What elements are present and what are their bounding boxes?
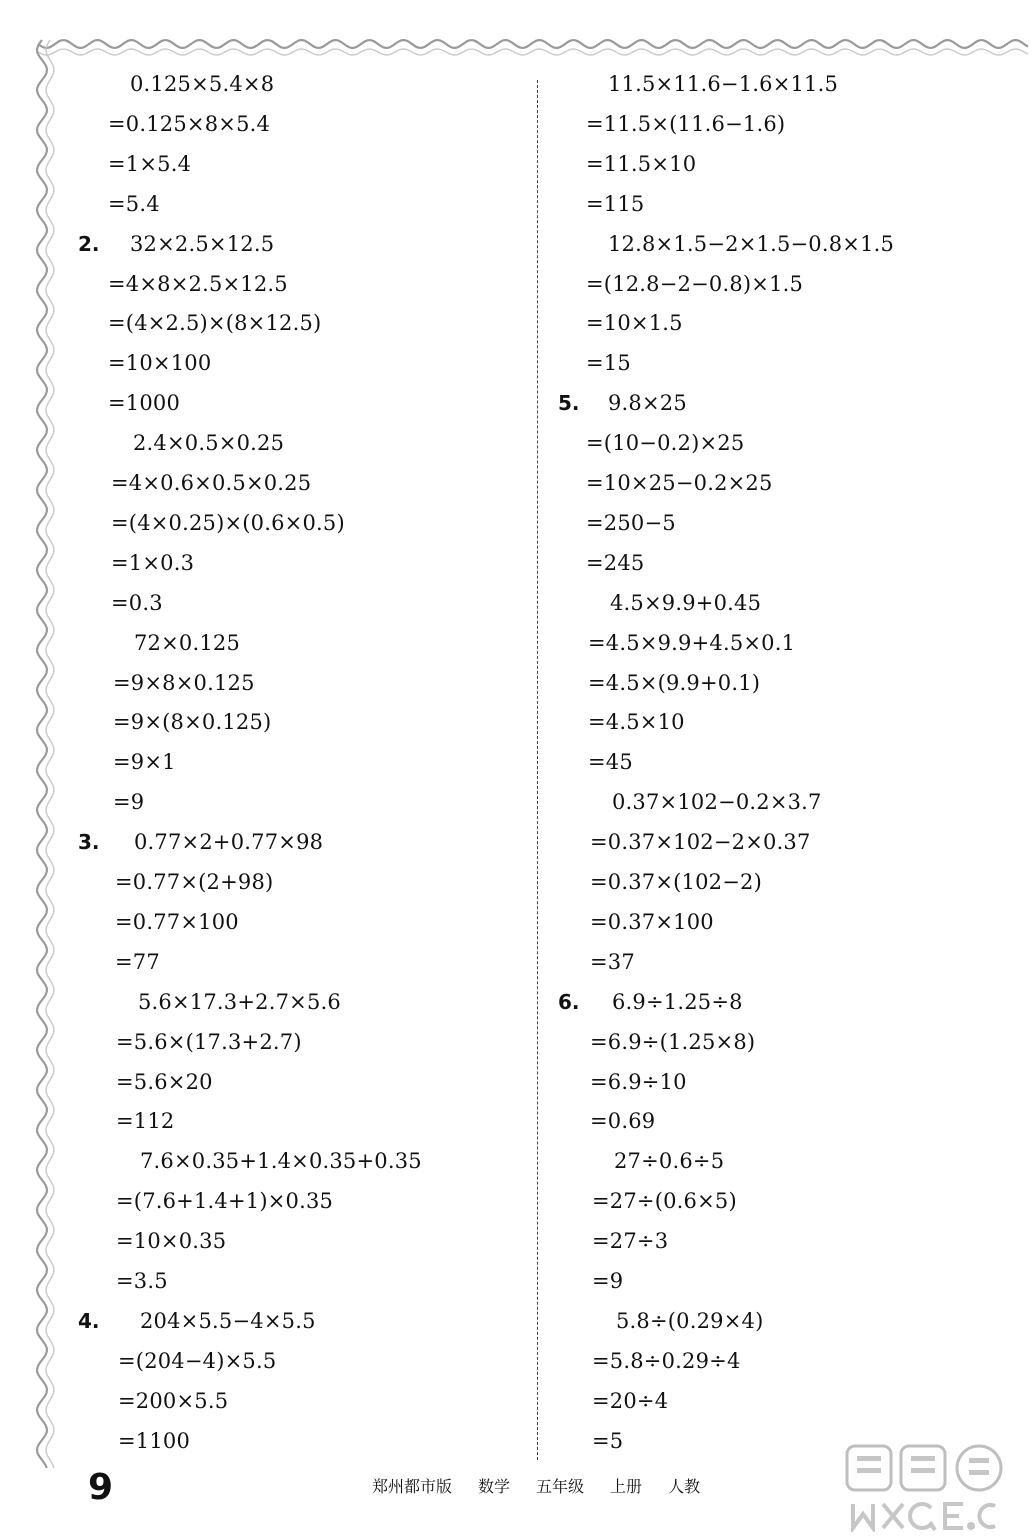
column-divider: [537, 80, 538, 1460]
calculation-step: =5: [592, 1429, 624, 1453]
problem-number: 3.: [78, 830, 100, 854]
calculation-step: =45: [588, 750, 633, 774]
calculation-step: =1000: [108, 391, 181, 415]
calculation-step: =27÷(0.6×5): [592, 1189, 737, 1213]
calculation-step: =4×0.6×0.5×0.25: [111, 471, 312, 495]
expression-line: 4.5×9.9+0.45: [610, 591, 762, 615]
expression-line: 5.8÷(0.29×4): [616, 1309, 764, 1333]
page-number: 9: [88, 1467, 114, 1508]
expression-line: 0.125×5.4×8: [130, 72, 275, 96]
expression-line: 0.77×2+0.77×98: [134, 830, 324, 854]
calculation-step: =20÷4: [592, 1389, 669, 1413]
calculation-step: =200×5.5: [118, 1389, 229, 1413]
calculation-step: =1×5.4: [108, 152, 192, 176]
calculation-step: =5.6×(17.3+2.7): [116, 1030, 302, 1054]
calculation-step: =9×8×0.125: [113, 671, 255, 695]
footer-subject: 数学: [478, 1477, 511, 1496]
calculation-step: =(10−0.2)×25: [586, 431, 745, 455]
calculation-step: =0.37×(102−2): [590, 870, 762, 894]
calculation-step: =10×100: [108, 351, 212, 375]
calculation-step: =(12.8−2−0.8)×1.5: [586, 272, 804, 296]
calculation-step: =27÷3: [592, 1229, 669, 1253]
watermark-logo: [839, 1440, 1029, 1532]
calculation-step: =(4×2.5)×(8×12.5): [108, 311, 322, 335]
calculation-step: =0.77×(2+98): [115, 870, 274, 894]
problem-number: 4.: [78, 1309, 100, 1333]
problem-number: 6.: [558, 990, 580, 1014]
footer-edition: 郑州都市版: [372, 1477, 453, 1496]
calculation-step: =4.5×10: [588, 710, 685, 734]
calculation-step: =4.5×(9.9+0.1): [588, 671, 761, 695]
footer-book-info: [372, 1477, 700, 1497]
calculation-step: =112: [116, 1109, 175, 1133]
calculation-step: =0.77×100: [115, 910, 239, 934]
expression-line: 2.4×0.5×0.25: [133, 431, 285, 455]
calculation-step: =10×1.5: [586, 311, 683, 335]
calculation-step: =5.8÷0.29÷4: [592, 1349, 741, 1373]
calculation-step: =9: [113, 790, 145, 814]
calculation-step: =4.5×9.9+4.5×0.1: [588, 631, 796, 655]
footer-grade: 五年级: [536, 1477, 585, 1496]
calculation-step: =5.6×20: [116, 1070, 213, 1094]
calculation-step: =1×0.3: [111, 551, 195, 575]
calculation-step: =0.3: [111, 591, 163, 615]
calculation-step: =11.5×10: [586, 152, 697, 176]
calculation-step: =10×0.35: [116, 1229, 227, 1253]
calculation-step: =9: [592, 1269, 624, 1293]
footer-volume: 上册: [610, 1477, 643, 1496]
expression-line: 72×0.125: [134, 631, 241, 655]
calculation-step: =11.5×(11.6−1.6): [586, 112, 786, 136]
calculation-step: =10×25−0.2×25: [586, 471, 773, 495]
expression-line: 32×2.5×12.5: [130, 232, 275, 256]
expression-line: 9.8×25: [608, 391, 687, 415]
problem-number: 5.: [558, 391, 580, 415]
expression-line: 7.6×0.35+1.4×0.35+0.35: [140, 1149, 422, 1173]
calculation-step: =115: [586, 192, 645, 216]
calculation-step: =250−5: [586, 511, 676, 535]
expression-line: 11.5×11.6−1.6×11.5: [608, 72, 839, 96]
calculation-step: =15: [586, 351, 631, 375]
calculation-step: =4×8×2.5×12.5: [108, 272, 288, 296]
expression-line: 6.9÷1.25÷8: [612, 990, 743, 1014]
expression-line: 5.6×17.3+2.7×5.6: [138, 990, 341, 1014]
calculation-step: =0.37×100: [590, 910, 714, 934]
calculation-step: =(7.6+1.4+1)×0.35: [116, 1189, 334, 1213]
calculation-step: =245: [586, 551, 645, 575]
expression-line: 27÷0.6÷5: [614, 1149, 725, 1173]
calculation-step: =0.69: [590, 1109, 656, 1133]
calculation-step: =37: [590, 950, 635, 974]
calculation-step: =9×1: [113, 750, 176, 774]
footer-publisher: 人教: [668, 1477, 701, 1496]
calculation-step: =9×(8×0.125): [113, 710, 272, 734]
calculation-step: =5.4: [108, 192, 160, 216]
calculation-step: =1100: [118, 1429, 191, 1453]
calculation-step: =0.125×8×5.4: [108, 112, 271, 136]
expression-line: 0.37×102−0.2×3.7: [612, 790, 822, 814]
calculation-step: =6.9÷10: [590, 1070, 687, 1094]
expression-line: 12.8×1.5−2×1.5−0.8×1.5: [608, 232, 895, 256]
calculation-step: =6.9÷(1.25×8): [590, 1030, 756, 1054]
problem-number: 2.: [78, 232, 100, 256]
calculation-step: =0.37×102−2×0.37: [590, 830, 811, 854]
calculation-step: =3.5: [116, 1269, 168, 1293]
calculation-step: =(204−4)×5.5: [118, 1349, 277, 1373]
calculation-step: =77: [115, 950, 160, 974]
calculation-step: =(4×0.25)×(0.6×0.5): [111, 511, 345, 535]
expression-line: 204×5.5−4×5.5: [140, 1309, 316, 1333]
